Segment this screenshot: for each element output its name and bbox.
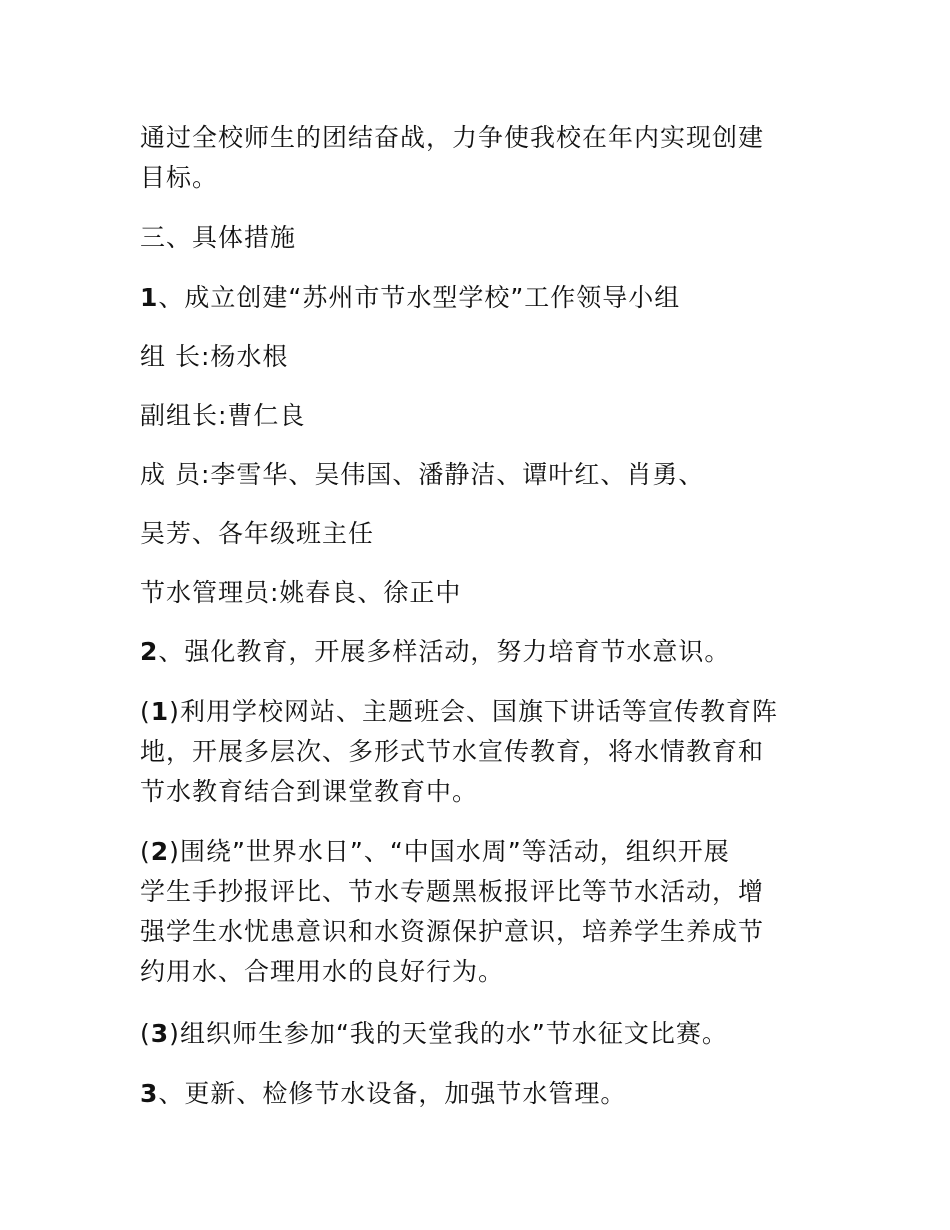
item-number: 3 [140, 1079, 159, 1108]
item-number: 2 [140, 637, 159, 666]
paren-close: ) [169, 697, 180, 726]
subitem-1-publicity [140, 692, 820, 812]
paren-close: ) [169, 1019, 180, 1048]
text-line: 三、具体措施 [140, 223, 297, 252]
item-3-equipment [140, 1074, 820, 1114]
text-line: 、强化教育，开展多样活动，努力培育节水意识。 [158, 637, 731, 666]
text-line: 吴芳、各年级班主任 [140, 519, 375, 548]
paragraph-creation-goal [140, 118, 820, 198]
paren-open: ( [140, 697, 151, 726]
paren-close: ) [169, 837, 180, 866]
water-manager-line [140, 573, 820, 613]
text-line: 副组长:曹仁良 [140, 401, 306, 430]
leader-line [140, 337, 820, 377]
text-line: 围绕”世界水日”、“中国水周”等活动，组织开展 [179, 837, 730, 866]
item-number: 1 [150, 697, 170, 726]
text-line: 通过全校师生的团结奋战，力争使我校在年内实现创建 [140, 123, 765, 152]
paren-open: ( [140, 1019, 151, 1048]
text-line: 地，开展多层次、多形式节水宣传教育，将水情教育和 [140, 737, 765, 766]
paren-open: ( [140, 837, 151, 866]
deputy-leader-line [140, 396, 820, 436]
text-line: 组 长:杨水根 [140, 342, 289, 371]
text-line: 节水管理员:姚春良、徐正中 [140, 578, 462, 607]
item-2-education [140, 632, 820, 672]
text-line: 节水教育结合到课堂教育中。 [140, 777, 479, 806]
text-line: 目标。 [140, 163, 219, 192]
text-line: 利用学校网站、主题班会、国旗下讲话等宣传教育阵 [179, 697, 778, 726]
section-heading-measures [140, 218, 820, 258]
text-line: 强学生水忧患意识和水资源保护意识，培养学生养成节 [140, 917, 765, 946]
text-line: 、更新、检修节水设备，加强节水管理。 [158, 1079, 627, 1108]
text-line: 学生手抄报评比、节水专题黑板报评比等节水活动，增 [140, 877, 765, 906]
members-continued-line [140, 514, 820, 554]
item-1-leadership-group [140, 278, 820, 318]
text-line: 成 员:李雪华、吴伟国、潘静洁、谭叶红、肖勇、 [140, 460, 705, 489]
members-line [140, 455, 820, 495]
item-number: 2 [150, 837, 170, 866]
subitem-3-essay-contest [140, 1014, 820, 1054]
item-number: 3 [150, 1019, 170, 1048]
text-line: 、成立创建“苏州市节水型学校”工作领导小组 [158, 283, 681, 312]
text-line: 组织师生参加“我的天堂我的水”节水征文比赛。 [179, 1019, 728, 1048]
text-line: 约用水、合理用水的良好行为。 [140, 957, 505, 986]
item-number: 1 [140, 283, 159, 312]
subitem-2-activities [140, 832, 820, 992]
